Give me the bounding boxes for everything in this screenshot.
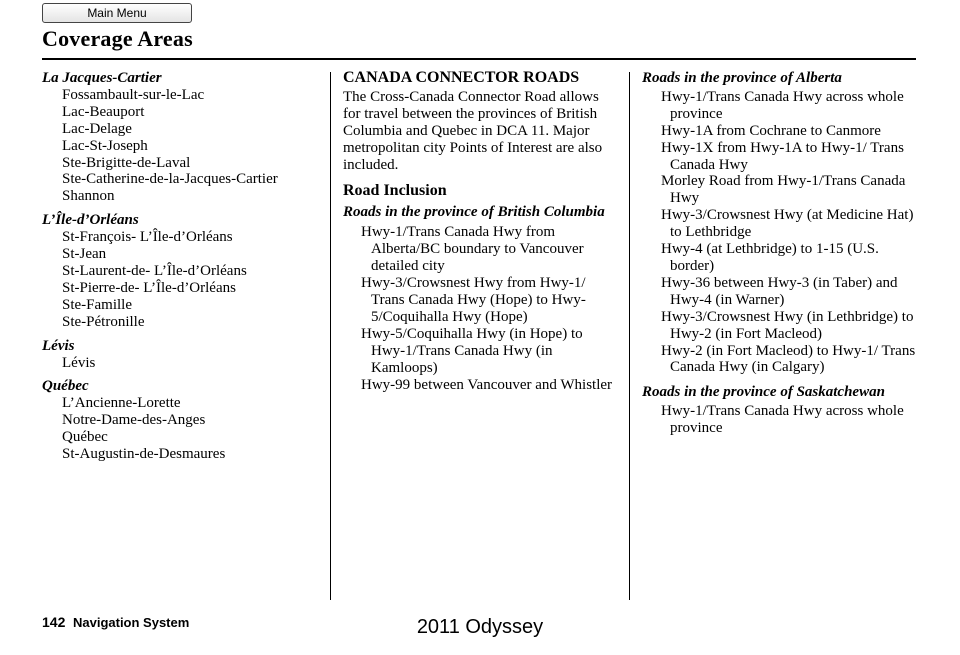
place-item: Lévis bbox=[62, 354, 96, 371]
route-item: Hwy-36 between Hwy-3 (in Taber) and Hwy-4 (in Warner) bbox=[661, 274, 898, 308]
route-item: Hwy-1X from Hwy-1A to Hwy-1/ Trans Canada Hwy bbox=[661, 139, 904, 173]
region-heading: L’Île-d’Orléans bbox=[42, 212, 139, 229]
watermark-text: 2011 Odyssey bbox=[416, 616, 544, 638]
region-group bbox=[42, 70, 322, 205]
route-item: Hwy-3/Crowsnest Hwy (at Medicine Hat) to Lethbridge bbox=[661, 207, 914, 241]
column-divider-1 bbox=[330, 72, 331, 600]
place-item: L’Ancienne-Lorette bbox=[62, 395, 181, 412]
place-item: Ste-Brigitte-de-Laval bbox=[62, 154, 191, 171]
section-name: Navigation System bbox=[72, 615, 190, 630]
place-item: Fossambault-sur-le-Lac bbox=[62, 86, 205, 103]
place-item: Ste-Pétronille bbox=[62, 313, 145, 330]
road-inclusion-heading: Road Inclusion bbox=[343, 182, 447, 200]
place-item: St-Pierre-de- L’Île-d’Orléans bbox=[62, 279, 236, 296]
column-connector-roads bbox=[343, 70, 617, 393]
place-item: St-Augustin-de-Desmaures bbox=[62, 446, 226, 463]
page-title: Coverage Areas bbox=[42, 26, 193, 51]
place-item: Ste-Catherine-de-la-Jacques-Cartier bbox=[62, 171, 278, 188]
column-divider-2 bbox=[629, 72, 630, 600]
route-list bbox=[343, 224, 617, 393]
main-menu-button[interactable]: Main Menu bbox=[42, 3, 192, 23]
region-heading: Lévis bbox=[42, 337, 75, 354]
route-item: Hwy-1/Trans Canada Hwy across whole province bbox=[661, 403, 904, 437]
region-heading: La Jacques-Cartier bbox=[42, 70, 162, 86]
province-heading: Roads in the province of Saskatchewan bbox=[642, 384, 885, 401]
route-item: Hwy-2 (in Fort Macleod) to Hwy-1/ Trans Canada Hwy (in Calgary) bbox=[661, 342, 916, 376]
route-item: Morley Road from Hwy-1/Trans Canada Hwy bbox=[661, 173, 906, 207]
place-item: Notre-Dame-des-Anges bbox=[62, 412, 206, 429]
route-list bbox=[642, 89, 922, 376]
place-item: Ste-Famille bbox=[62, 296, 132, 313]
place-item: St-François- L’Île-d’Orléans bbox=[62, 229, 233, 246]
place-item: Lac-St-Joseph bbox=[62, 137, 148, 154]
route-item: Hwy-1/Trans Canada Hwy across whole province bbox=[661, 88, 904, 122]
region-group bbox=[42, 378, 322, 463]
route-item: Hwy-5/Coquihalla Hwy (in Hope) to Hwy-1/Trans Canada Hwy (in Kamloops) bbox=[361, 325, 583, 376]
region-heading: Québec bbox=[42, 378, 89, 395]
region-group bbox=[42, 212, 322, 330]
region-group bbox=[42, 338, 322, 372]
title-divider bbox=[42, 58, 916, 60]
place-item: Lac-Beauport bbox=[62, 103, 145, 120]
place-item: Québec bbox=[62, 429, 108, 446]
route-item: Hwy-1A from Cochrane to Canmore bbox=[661, 122, 881, 139]
place-item: Shannon bbox=[62, 188, 115, 205]
intro-paragraph: The Cross-Canada Connector Road allows for travel between the provinces of British Columbia and Quebec in DCA 11. Major metropolitan city Points of Interest are also included. bbox=[343, 88, 603, 173]
column-prairie-roads bbox=[642, 70, 922, 437]
route-list bbox=[642, 403, 922, 437]
route-item: Hwy-4 (at Lethbridge) to 1-15 (U.S. border) bbox=[661, 241, 879, 274]
province-heading: Roads in the province of Alberta bbox=[642, 70, 842, 86]
place-item: St-Laurent-de- L’Île-d’Orléans bbox=[62, 262, 247, 279]
section-heading: CANADA CONNECTOR ROADS bbox=[343, 69, 580, 86]
province-heading: Roads in the province of British Columbia bbox=[343, 204, 605, 221]
route-item: Hwy-3/Crowsnest Hwy (in Lethbridge) to Hwy-2 (in Fort Macleod) bbox=[661, 308, 914, 342]
page-number: 142 bbox=[42, 614, 66, 630]
column-quebec-areas bbox=[42, 70, 322, 463]
route-item: Hwy-1/Trans Canada Hwy from Alberta/BC boundary to Vancouver detailed city bbox=[361, 224, 584, 275]
route-item: Hwy-99 between Vancouver and Whistler bbox=[361, 376, 613, 393]
route-item: Hwy-3/Crowsnest Hwy from Hwy-1/ Trans Canada Hwy (Hope) to Hwy-5/Coquihalla Hwy (Hope) bbox=[361, 275, 586, 325]
place-item: St-Jean bbox=[62, 246, 107, 263]
place-item: Lac-Delage bbox=[62, 120, 132, 137]
